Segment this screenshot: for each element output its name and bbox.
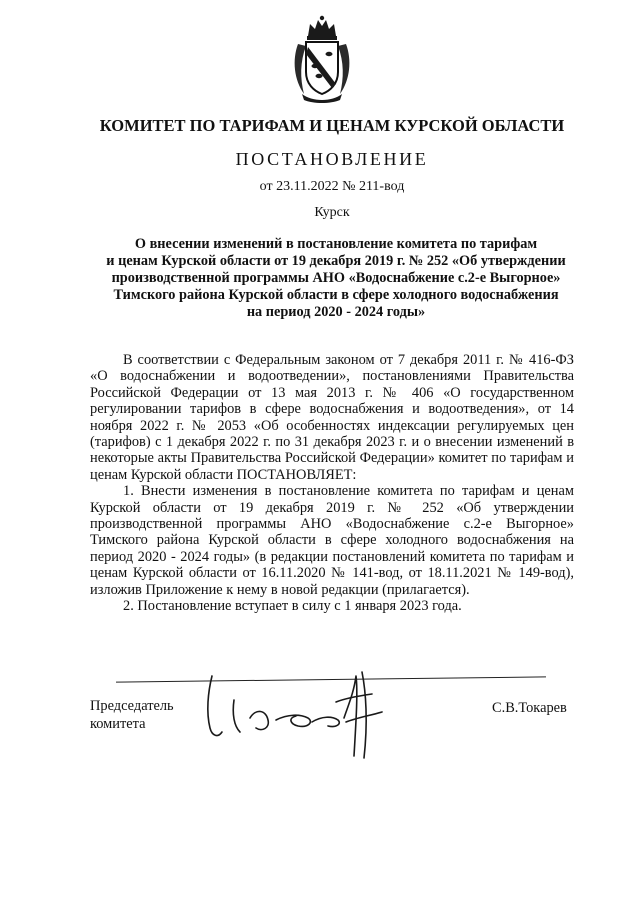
- subject-line: на период 2020 - 2024 годы»: [246, 304, 426, 320]
- document-date-number: от 23.11.2022 № 211-вод: [259, 179, 405, 194]
- subject-line: производственной программы АНО «Водоснабжение с.2-е Выгорное»: [111, 270, 561, 286]
- document-subject: [0, 236, 640, 321]
- body-paragraph-item-2: 2. Постановление вступает в силу с 1 января 2023 года.: [123, 598, 462, 615]
- document-body: [90, 352, 574, 615]
- document-type: ПОСТАНОВЛЕНИЕ: [235, 149, 429, 169]
- committee-title: КОМИТЕТ ПО ТАРИФАМ И ЦЕНАМ КУРСКОЙ ОБЛАСТИ: [99, 116, 565, 135]
- signatory-name: С.В.Токарев: [492, 700, 567, 716]
- kursk-region-coat-of-arms-icon: [290, 14, 354, 104]
- body-paragraph-item-1: 1. Внести изменения в постановление комитета по тарифам и ценам Курской области от 19 декабря 2019 г. № 252 «Об утверждении производственной программы АНО «Водоснабжение с.2-е Выгорное» Тимского района Курской области в сфере холодного водоснабжения на период 2020 - 2024 годы» (в редакции постановлений комитета по тарифам и ценам Курской области от 16.11.2020 № 141-вод, от 18.11.2021 № 149-вод), изложив Приложение к нему в новой редакции (прилагается).: [90, 483, 574, 598]
- handwritten-signature: [196, 662, 396, 768]
- signatory-position: [90, 698, 174, 733]
- subject-line: О внесении изменений в постановление комитета по тарифам: [134, 236, 538, 252]
- signatory-position-line: Председатель: [90, 698, 174, 714]
- document-city: Курск: [314, 205, 350, 220]
- signatory-position-line: комитета: [90, 715, 146, 732]
- subject-line: Тимского района Курской области в сфере холодного водоснабжения: [113, 287, 559, 303]
- body-paragraph-preamble: В соответствии с Федеральным законом от 7 декабря 2011 г. № 416-ФЗ «О водоснабжении и водоотведении», постановлениями Правительства Российской Федерации от 13 мая 2013 г. № 406 «О государственном регулировании тарифов в сфере водоснабжения и водоотведения», от 14 ноября 2022 г. № 2053 «Об особенностях индексации регулируемых цен (тарифов) с 1 декабря 2022 г. по 31 декабря 2023 г. и о внесении изменений в некоторые акты Правительства Российской Федерации» комитет по тарифам и ценам Курской области ПОСТАНОВЛЯЕТ:: [90, 352, 574, 483]
- subject-line: и ценам Курской области от 19 декабря 2019 г. № 252 «Об утверждении: [106, 253, 566, 269]
